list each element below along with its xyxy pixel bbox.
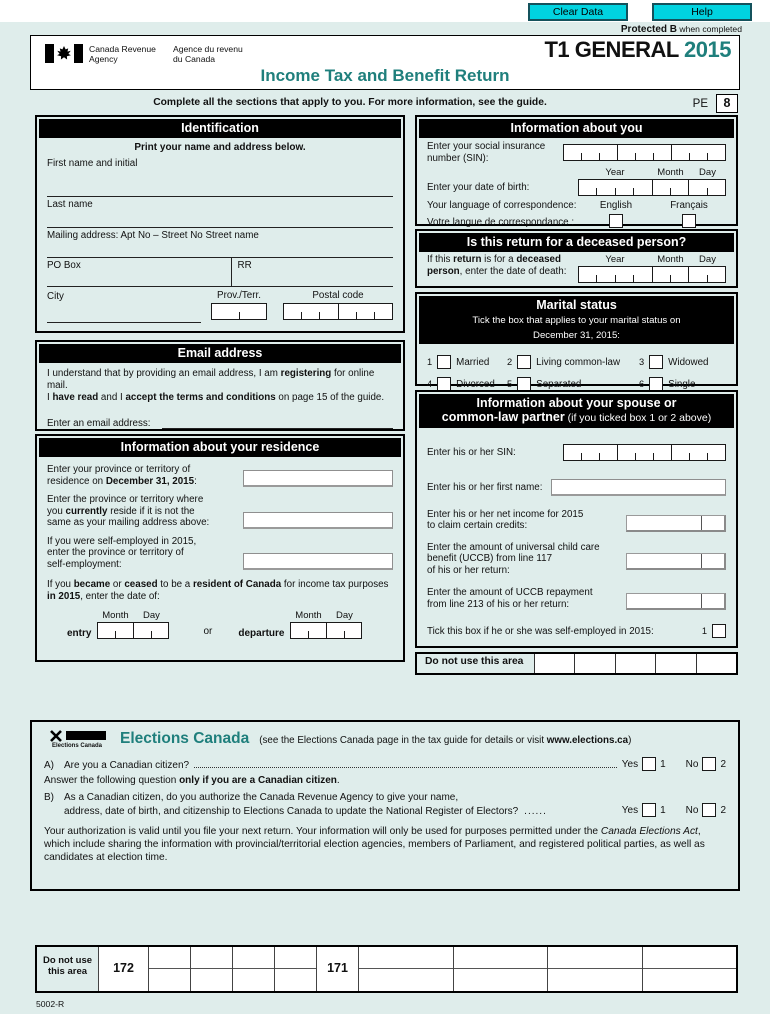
first-name-field[interactable]: First name and initial bbox=[47, 156, 393, 197]
admin-cell bbox=[616, 654, 656, 673]
email-input[interactable] bbox=[162, 416, 393, 429]
marital-option-single: 6 Single bbox=[639, 378, 696, 390]
admin-cell bbox=[548, 947, 643, 991]
entry-date-input[interactable] bbox=[97, 622, 169, 639]
postal-code-label: Postal code bbox=[312, 290, 364, 301]
elections-canada-section bbox=[30, 720, 740, 891]
mailing-address-field[interactable]: Mailing address: Apt No – Street No Street name bbox=[47, 228, 393, 258]
language-label-fr: Votre langue de correspondance : bbox=[427, 217, 575, 228]
marital-option-married: 1 Married bbox=[427, 356, 490, 368]
tax-year: 2015 bbox=[684, 37, 731, 62]
spouse-sin-input[interactable] bbox=[563, 444, 726, 461]
line-171-label: 171 bbox=[317, 947, 359, 991]
elections-canada-logo: Elections Canada bbox=[44, 728, 110, 749]
spouse-uccb-input[interactable] bbox=[626, 553, 726, 570]
admin-cell bbox=[233, 947, 275, 991]
province-code-label: PE bbox=[692, 98, 708, 110]
province-code-box[interactable]: 8 bbox=[716, 94, 738, 113]
protected-b-note: Protected B when completed bbox=[620, 24, 742, 35]
form-subtitle: Income Tax and Benefit Return bbox=[260, 66, 510, 85]
marital-options bbox=[417, 346, 736, 391]
spouse-header: Information about your spouse or common-law partner (if you ticked box 1 or 2 above) bbox=[419, 394, 734, 428]
spouse-net-income-label: Enter his or her net income for 2015 to claim certain credits: bbox=[427, 508, 584, 532]
no-label: No bbox=[685, 758, 699, 770]
form-code: 5002-R bbox=[36, 999, 65, 1009]
admin-cell bbox=[359, 947, 454, 991]
agency-name-en: Canada Revenue Agency bbox=[89, 44, 156, 64]
marital-option-divorced: 4 Divorced bbox=[427, 378, 495, 390]
marital-header: Marital status Tick the box that applies to your marital status on December 31, 2015: bbox=[419, 296, 734, 344]
residence-province-label: Enter your province or territory of residence on December 31, 2015: bbox=[47, 464, 197, 487]
married-checkbox[interactable] bbox=[437, 355, 451, 369]
admin-cell bbox=[575, 654, 615, 673]
admin-cell bbox=[697, 654, 736, 673]
admin-cell bbox=[149, 947, 191, 991]
prov-terr-label: Prov./Terr. bbox=[217, 290, 261, 301]
ymd-labels: Year Month Day bbox=[605, 167, 716, 178]
yes-label: Yes bbox=[621, 804, 639, 816]
day-label: Day bbox=[143, 610, 160, 621]
sin-input[interactable] bbox=[563, 144, 726, 161]
ymd-labels: Year Month Day bbox=[605, 254, 716, 265]
about-you-header: Information about you bbox=[419, 119, 734, 138]
dotted-leader bbox=[194, 767, 617, 768]
do-not-use-label: Do not use this area bbox=[37, 947, 99, 991]
spouse-first-name-label: Enter his or her first name: bbox=[427, 481, 543, 493]
question-a-yes-checkbox[interactable] bbox=[642, 757, 656, 771]
about-you-section bbox=[415, 115, 738, 226]
spouse-uccb-repayment-label: Enter the amount of UCCB repayment from line 213 of his or her return: bbox=[427, 587, 593, 610]
deceased-section bbox=[415, 229, 738, 288]
admin-cell bbox=[275, 947, 317, 991]
ballot-x-icon bbox=[49, 729, 64, 743]
help-button[interactable]: Help bbox=[652, 3, 752, 21]
admin-cell bbox=[643, 947, 737, 991]
yes-label: Yes bbox=[621, 758, 639, 770]
admin-cell bbox=[191, 947, 233, 991]
spouse-uccb-repayment-input[interactable] bbox=[626, 593, 726, 610]
question-b-yes-checkbox[interactable] bbox=[642, 803, 656, 817]
admin-cell bbox=[454, 947, 549, 991]
current-province-input[interactable] bbox=[243, 512, 393, 529]
masthead bbox=[30, 35, 740, 90]
identification-header: Identification bbox=[39, 119, 401, 138]
residence-province-input[interactable] bbox=[243, 470, 393, 487]
guide-instruction: Complete all the sections that apply to you. For more information, see the guide. bbox=[153, 97, 547, 108]
last-name-field[interactable]: Last name bbox=[47, 197, 393, 228]
spouse-net-income-input[interactable] bbox=[626, 515, 726, 532]
month-label: Month bbox=[102, 610, 129, 621]
spouse-first-name-input[interactable] bbox=[551, 479, 726, 496]
email-enter-label: Enter an email address: bbox=[47, 418, 151, 429]
became-ceased-resident-text: If you became or ceased to be a resident of Canada for income tax purposes in 2015, enter the date of: bbox=[47, 579, 389, 602]
postal-code-input[interactable] bbox=[283, 303, 393, 320]
agency-name-fr: Agence du revenu du Canada bbox=[173, 44, 243, 64]
entry-departure-row bbox=[67, 610, 403, 639]
residence-section bbox=[35, 434, 405, 662]
spouse-sin-label: Enter his or her SIN: bbox=[427, 446, 516, 458]
current-province-label: Enter the province or territory where you currently reside if it is not the same as your mailing address above: bbox=[47, 494, 210, 528]
admin-cell bbox=[656, 654, 696, 673]
francais-label: Français bbox=[670, 200, 708, 211]
question-b-line1: As a Canadian citizen, do you authorize the Canada Revenue Agency to give your name, bbox=[64, 792, 459, 803]
month-label: Month bbox=[295, 610, 322, 621]
selfemployed-number: 1 bbox=[701, 626, 707, 637]
spouse-section bbox=[415, 390, 738, 648]
sin-label: Enter your social insurance number (SIN): bbox=[427, 141, 546, 164]
commonlaw-checkbox[interactable] bbox=[517, 355, 531, 369]
deceased-header: Is this return for a deceased person? bbox=[419, 233, 734, 252]
no-label: No bbox=[685, 804, 699, 816]
question-a-row: A) Are you a Canadian citizen? Yes 1 No 2 bbox=[44, 758, 726, 771]
identification-section bbox=[35, 115, 405, 333]
print-name-note: Print your name and address below. bbox=[134, 142, 306, 153]
elections-canada-note: (see the Elections Canada page in the tax guide for details or visit www.elections.ca) bbox=[259, 734, 632, 746]
selfemployment-province-label: If you were self-employed in 2015, enter the province or territory of self-employment: bbox=[47, 535, 197, 570]
citizen-only-note: Answer the following question only if you are a Canadian citizen. bbox=[44, 775, 340, 786]
pobox-rr-row bbox=[47, 258, 393, 287]
authorization-text: Your authorization is valid until you file your next return. Your information will only be used for purposes permitted under the Canada Elections Act, which include sharing the information with provincial/territorial election agencies, members of Parliament, and registered political parties, as well as candidates at election time. bbox=[44, 826, 705, 863]
entry-label: entry bbox=[67, 628, 92, 639]
deceased-label: If this return is for a deceased person, enter the date of death: bbox=[427, 254, 567, 277]
do-not-use-bottom bbox=[35, 945, 738, 993]
departure-date-input[interactable] bbox=[290, 622, 362, 639]
selfemployment-province-input[interactable] bbox=[243, 553, 393, 570]
rr-field[interactable]: RR bbox=[231, 258, 394, 286]
question-b-no-checkbox[interactable] bbox=[702, 803, 716, 817]
english-label: English bbox=[599, 200, 633, 211]
language-label-en: Your language of correspondence: bbox=[427, 200, 577, 211]
marital-section bbox=[415, 292, 738, 390]
admin-cell bbox=[535, 654, 575, 673]
marital-option-commonlaw: 2 Living common-law bbox=[507, 356, 621, 368]
spouse-uccb-label: Enter the amount of universal child care benefit (UCCB) from line 117 of his or her return: bbox=[427, 541, 600, 576]
marital-option-separated: 5 Separated bbox=[507, 378, 582, 390]
date-of-death-input[interactable] bbox=[578, 266, 726, 283]
english-checkbox[interactable] bbox=[609, 214, 623, 228]
form-title: T1 GENERAL 2015 bbox=[544, 37, 731, 62]
do-not-use-label: Do not use this area bbox=[417, 654, 535, 673]
language-row bbox=[427, 200, 726, 231]
email-section bbox=[35, 340, 405, 431]
do-not-use-right bbox=[415, 652, 738, 675]
question-b-line2: address, date of birth, and citizenship to Elections Canada to update the National Register of Electors? bbox=[64, 806, 519, 817]
email-terms-text: I understand that by providing an email address, I am registering for online mail. I have read and I accept the terms and conditions on page 15 of the guide. bbox=[47, 368, 385, 403]
spouse-selfemployed-label: Tick this box if he or she was self-employed in 2015: bbox=[427, 625, 654, 637]
canada-flag-icon bbox=[45, 44, 83, 63]
question-b-row: B) As a Canadian citizen, do you authorize the Canada Revenue Agency to give your name, address, date of birth, and citizenship to Elections Canada to update the National Register of Electors? ...... Yes 1 No 2 bbox=[44, 792, 726, 817]
departure-label: departure bbox=[238, 628, 285, 639]
question-a-no-checkbox[interactable] bbox=[702, 757, 716, 771]
marital-option-widowed: 3 Widowed bbox=[639, 356, 709, 368]
elections-canada-title: Elections Canada bbox=[120, 729, 250, 747]
po-box-field[interactable]: PO Box bbox=[47, 260, 81, 271]
francais-checkbox[interactable] bbox=[682, 214, 696, 228]
prov-terr-input[interactable] bbox=[211, 303, 267, 320]
question-a-text: Are you a Canadian citizen? bbox=[64, 760, 190, 771]
clear-data-button[interactable]: Clear Data bbox=[528, 3, 628, 21]
or-label: or bbox=[203, 626, 213, 637]
spouse-selfemployed-checkbox[interactable] bbox=[712, 624, 726, 638]
city-row bbox=[47, 287, 393, 323]
dob-label: Enter your date of birth: bbox=[427, 181, 530, 193]
day-label: Day bbox=[336, 610, 353, 621]
line-172-label: 172 bbox=[99, 947, 149, 991]
residence-header: Information about your residence bbox=[39, 438, 401, 457]
city-field[interactable]: City bbox=[47, 290, 201, 323]
dob-input[interactable] bbox=[578, 179, 726, 196]
email-header: Email address bbox=[39, 344, 401, 363]
widowed-checkbox[interactable] bbox=[649, 355, 663, 369]
